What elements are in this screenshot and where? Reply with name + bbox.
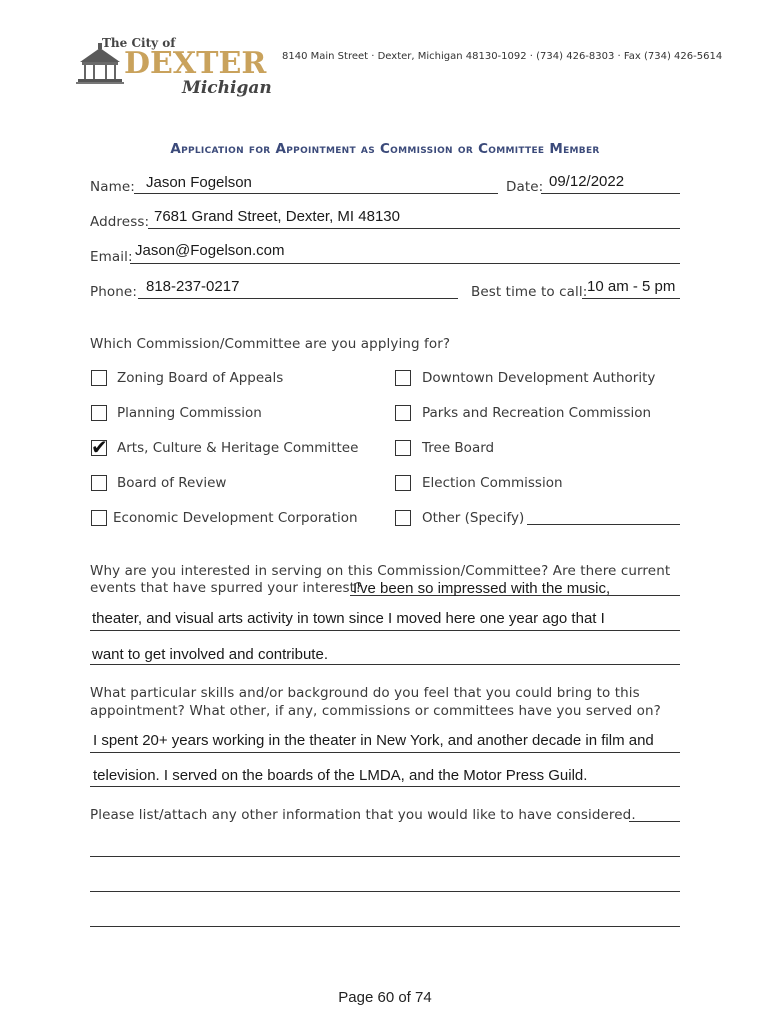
skills-question-line2: appointment? What other, if any, commissions or committees have you served on? [90,703,661,719]
other-specify-underline[interactable] [527,524,680,525]
option-label: Arts, Culture & Heritage Committee [117,440,359,456]
phone-field[interactable]: 818-237-0217 [146,278,240,295]
interest-question-line1: Why are you interested in serving on this Commission/Committee? Are there current [90,563,671,579]
date-underline [541,193,680,194]
address-underline [148,228,680,229]
option-label: Economic Development Corporation [113,510,358,526]
page-number: Page 60 of 74 [338,989,432,1006]
option-label: Planning Commission [117,405,262,421]
option-label: Other (Specify) [422,510,525,526]
interest-answer-3[interactable]: want to get involved and contribute. [92,646,328,663]
email-label: Email: [90,249,133,265]
besttime-label: Best time to call: [471,284,588,300]
checkbox-downtown-development[interactable] [395,370,411,386]
checkbox-zoning-board[interactable] [91,370,107,386]
option-label: Parks and Recreation Commission [422,405,652,421]
other-info-underline-0[interactable] [629,821,680,822]
interest-underline-2 [90,630,680,631]
skills-answer-1[interactable]: I spent 20+ years working in the theater in New York, and another decade in film and [93,732,654,749]
email-field[interactable]: Jason@Fogelson.com [135,242,285,259]
checkbox-economic-development[interactable] [91,510,107,526]
phone-label: Phone: [90,284,137,300]
other-info-question: Please list/attach any other information that you would like to have considered. [90,807,636,823]
name-label: Name: [90,179,135,195]
date-label: Date: [506,179,544,195]
city-logo [74,36,272,102]
besttime-field[interactable]: 10 am - 5 pm [587,278,676,295]
name-underline [134,193,498,194]
option-label: Zoning Board of Appeals [117,370,284,386]
logo-top-text: The City of [102,36,176,50]
other-info-underline-1[interactable] [90,856,680,857]
option-label: Downtown Development Authority [422,370,656,386]
committee-question: Which Commission/Committee are you applying for? [90,336,451,352]
other-info-underline-2[interactable] [90,891,680,892]
checkbox-arts-culture[interactable] [91,435,108,459]
besttime-underline [582,298,680,299]
phone-underline [138,298,458,299]
option-label: Tree Board [422,440,495,456]
date-field[interactable]: 09/12/2022 [549,173,625,190]
option-label: Board of Review [117,475,227,491]
logo-sub-text: Michigan [182,78,272,98]
form-title: Application for Appointment as Commission or Committee Member [170,141,600,157]
name-field[interactable]: Jason Fogelson [146,174,252,191]
checkbox-planning-commission[interactable] [91,405,107,421]
logo-main-text: DEXTER [124,46,267,81]
header-contact: 8140 Main Street · Dexter, Michigan 48130-1092 · (734) 426-8303 · Fax (734) 426-5614 [282,51,723,62]
checkbox-other[interactable] [395,510,411,526]
option-label: Election Commission [422,475,563,491]
interest-underline-3 [90,664,680,665]
skills-underline-2 [90,786,680,787]
interest-answer-2[interactable]: theater, and visual arts activity in town since I moved here one year ago that I [92,610,605,627]
checkbox-parks-recreation[interactable] [395,405,411,421]
skills-underline-1 [90,752,680,753]
other-info-underline-3[interactable] [90,926,680,927]
email-underline [130,263,680,264]
interest-answer-1[interactable]: I've been so impressed with the music, [353,580,611,597]
check-mark-icon: ✔ [91,435,108,459]
interest-question-line2: events that have spurred your interest? [90,580,363,596]
checkbox-board-of-review[interactable] [91,475,107,491]
address-field[interactable]: 7681 Grand Street, Dexter, MI 48130 [154,208,400,225]
skills-answer-2[interactable]: television. I served on the boards of the LMDA, and the Motor Press Guild. [93,767,588,784]
checkbox-election-commission[interactable] [395,475,411,491]
checkbox-tree-board[interactable] [395,440,411,456]
skills-question-line1: What particular skills and/or background do you feel that you could bring to this [90,685,640,701]
address-label: Address: [90,214,150,230]
